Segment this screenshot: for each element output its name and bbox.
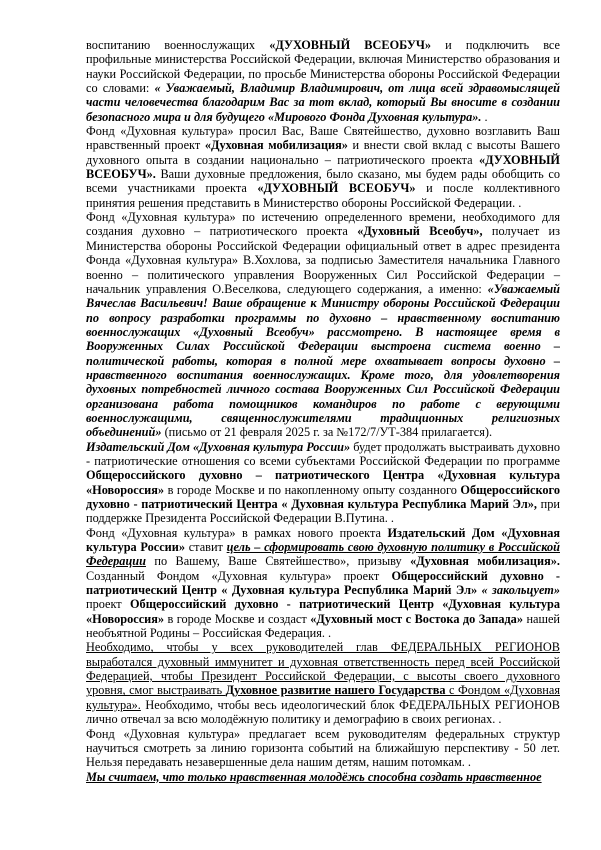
text-run: Фонд «Духовная культура» предлагает всем руководителям федеральных структур научиться смотреть за линию горизонта событий на ближайшую перспективу - 50 лет. Нельзя передавать незавершенные дела нашим детям, нашим потомкам. . xyxy=(86,726,560,770)
text-run: Общероссийского духовно – патриотического Центра «Духовная культура «Новороссия» xyxy=(86,468,560,497)
text-run: Фонд «Духовная культура» просил Вас, Ваше Святейшество, духовно возглавить Ваш нравственный проект xyxy=(86,124,560,153)
text-run: Необходимо, чтобы весь идеологический блок ФЕДЕРАЛЬНЫХ РЕГИОНОВ лично отвечал за всю молодёжную политику и демографию в своих регионах. . xyxy=(86,697,560,727)
text-run: (письмо от 21 февраля 2025 г. за №172/7/УТ-384 прилагается). xyxy=(161,425,493,440)
text-run: Созданный Фондом «Духовная культура» проект xyxy=(86,568,392,583)
text-run: Общероссийский духовно - патриотический Центр « Духовная культура Республика Марий Эл» xyxy=(86,568,560,598)
text-run: с Фондом «Духовная культура». xyxy=(86,683,560,712)
paragraph-1 xyxy=(86,38,560,124)
text-run: « закольцует» xyxy=(481,583,560,598)
text-run: цель – сформировать свою духовную политику в Российской Федерации xyxy=(86,540,560,569)
paragraph-5 xyxy=(86,526,560,641)
text-run: . xyxy=(481,109,488,124)
text-run: Необходимо, чтобы у всех руководителей глав ФЕДЕРАЛЬНЫХ РЕГИОНОВ выработался духовный иммунитет и духовная ответственность перед всей Российской Федерацией, чтобы Президент Российской Федерации, с высоты своего духовного уровня, смог выстраивать xyxy=(86,640,560,698)
paragraph-4 xyxy=(86,440,560,526)
text-run: ставит xyxy=(185,540,227,555)
text-run: «Духовная мобилизация» xyxy=(204,138,348,153)
text-run: «Духовный мост с Востока до Запада» xyxy=(310,611,523,626)
paragraph-3 xyxy=(86,210,560,440)
text-run: «Духовная мобилизация». xyxy=(410,554,560,569)
text-run: Ваши духовные предложения, было сказано, мы будем рады обобщить со всеми участниками проекта xyxy=(86,167,560,196)
text-run: и после коллективного принятия решения представить в Министерство обороны Российской Федерации. . xyxy=(86,181,560,210)
text-run: « Уважаемый, Владимир Владимирович, от лица всей здравомыслящей части человечества благодарим Вас за тот вклад, который Вы вносите в создании безопасного мира и для будущего «Мирового Фонда Духовная культура». xyxy=(86,81,560,124)
document-body xyxy=(86,38,560,784)
text-run: «ДУХОВНЫЙ ВСЕОБУЧ» xyxy=(269,38,432,52)
paragraph-6 xyxy=(86,640,560,726)
text-run: и внести свой вклад с высоты Вашего духовного опыта в создании национально – патриотического проекта xyxy=(86,138,560,167)
text-run: Фонд «Духовная культура» в рамках нового проекта xyxy=(86,525,388,540)
text-run: Издательский Дом «Духовная культура России» xyxy=(86,439,351,454)
paragraph-2 xyxy=(86,124,560,210)
text-run: будет продолжать выстраивать духовно - патриотические отношения со всеми субъектами Российской Федерации по программе xyxy=(86,439,560,468)
text-run: Общероссийского духовно - патриотический Центра « Духовная культура Республика Марий Эл», xyxy=(86,482,560,511)
text-run: Фонд «Духовная культура» по истечению определенного времени, необходимого для создания духовно – патриотического проекта xyxy=(86,210,560,239)
text-run: по Вашему, Ваше Святейшество», призыву xyxy=(145,554,411,569)
text-run: «ДУХОВНЫЙ ВСЕОБУЧ» xyxy=(257,181,416,196)
text-run: Издательский Дом «Духовная культура России» xyxy=(86,525,561,555)
text-run: «ДУХОВНЫЙ ВСЕОБУЧ». xyxy=(86,152,560,182)
paragraph-7 xyxy=(86,727,560,770)
text-run: Общероссийский духовно - патриотический Центр «Духовная культура «Новороссия» xyxy=(86,597,561,626)
text-run: в городе Москве и создаст xyxy=(164,611,311,626)
text-run: «Духовный Всеобуч», xyxy=(357,224,483,239)
text-run: в городе Москве и по накопленному опыту созданного xyxy=(164,482,461,497)
text-run: «Уважаемый Вячеслав Васильевич! Ваше обращение к Министру обороны Российской Федерации по вопросу разработки программы по духовно – нравственному воспитанию военнослужащих «Духовный Всеобуч» рассмотрено. В настоящее время в Вооруженных Силах Российской Федерации выстроена система военно – политической работы, которая в полной мере охватывает вопросы духовно – нравственного воспитания военнослужащих. Кроме того, для удовлетворения духовных потребностей личного состава Вооруженных Сил Российской Федерации организована работа помощников командиров по работе с верующими военнослужащими, священнослужителями традиционных религиозных объединений» xyxy=(86,281,560,440)
text-run: и подключить все профильные министерства Российской Федерации, включая Министерство образования и науки Российской Федерации, по просьбе Министерства обороны Российской Федерации со словами: xyxy=(86,38,560,96)
paragraph-8 xyxy=(86,770,560,784)
text-run: при поддержке Президента Российской Федерации В.Путина. . xyxy=(86,497,560,526)
text-run: получает из Министерства обороны Российской Федерации официальный ответ в адрес президента Фонда «Духовная культура» В.Хохлова, за подписью Заместителя начальника Главного военно – политического управления Вооруженных Сил Российской Федерации – начальник управления О.Веселкова, следующего содержания, а именно: xyxy=(86,224,560,296)
text-run: проект xyxy=(86,597,130,612)
text-run: воспитанию военнослужащих xyxy=(86,38,270,52)
text-run: Духовное развитие нашего Государства xyxy=(225,683,446,698)
text-run: нашей необъятной Родины – Российская Федерация. . xyxy=(86,611,560,641)
text-run: Мы считаем, что только нравственная молодёжь способна создать нравственное xyxy=(86,769,542,784)
